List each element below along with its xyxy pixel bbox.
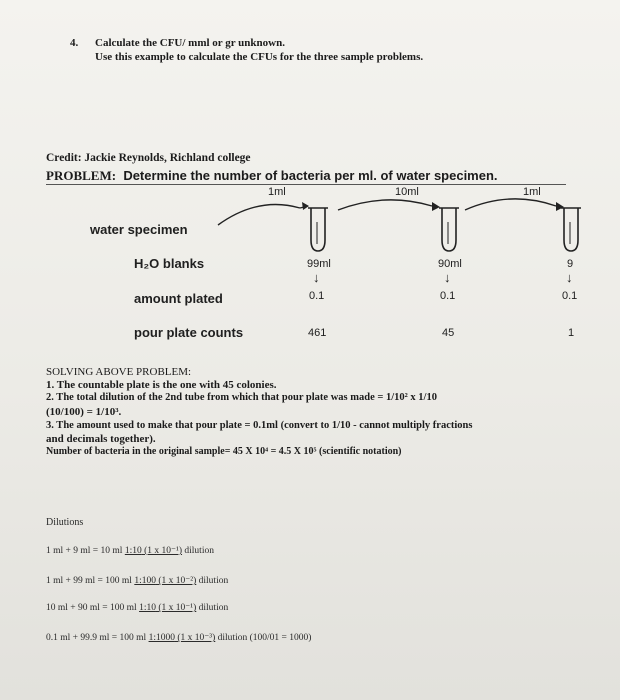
transfer-label-3: 1ml (523, 186, 541, 198)
tube-2-blank: 90ml (438, 258, 462, 270)
tube-2 (439, 208, 459, 251)
transfer-label-2: 10ml (395, 186, 419, 198)
transfer-arc-2 (338, 200, 432, 210)
dilutions-heading: Dilutions (46, 517, 84, 528)
dilution-1-suffix: dilution (182, 546, 214, 556)
row-label-specimen: water specimen (90, 222, 188, 237)
tube-1-plated: 0.1 (309, 290, 325, 302)
tube-3-arrow: ↓ (566, 270, 573, 285)
dilution-item-3 (46, 602, 228, 613)
dilution-item-1 (46, 545, 214, 556)
solving-line-3b: and decimals together). (46, 433, 156, 445)
transfer-label-1: 1ml (268, 186, 286, 198)
tube-3 (561, 208, 581, 251)
tube-2-count: 45 (442, 327, 455, 339)
tube-1 (308, 208, 328, 251)
dilution-4-suffix: dilution (100/01 = 1000) (215, 633, 312, 643)
dilution-4-formula: 0.1 ml + 99.9 ml = 100 ml (46, 633, 149, 643)
dilution-3-ratio: 1:10 (139, 603, 156, 613)
dilution-1-exponent: (1 x 10⁻¹) (141, 546, 183, 556)
tube-2-arrow: ↓ (444, 270, 451, 285)
solving-line-1: 1. The countable plate is the one with 45 colonies. (46, 379, 277, 391)
tube-3-plated: 0.1 (562, 290, 578, 302)
solving-line-2a: 2. The total dilution of the 2nd tube from which that pour plate was made = 1/10² x 1/10 (46, 392, 437, 403)
dilution-item-4 (46, 632, 311, 643)
transfer-arc-3 (465, 199, 556, 210)
solving-line-2b: (10/100) = 1/10³. (46, 406, 122, 418)
tube-2-plated: 0.1 (440, 290, 456, 302)
solving-line-3a: 3. The amount used to make that pour plate = 0.1ml (convert to 1/10 - cannot multiply fractions (46, 420, 473, 431)
tube-1-blank: 99ml (307, 258, 331, 270)
dilution-item-2 (46, 575, 228, 586)
dilution-2-formula: 1 ml + 99 ml = 100 ml (46, 576, 135, 586)
dilution-2-exponent: (1 x 10⁻²) (155, 576, 197, 586)
credit-line: Credit: Jackie Reynolds, Richland college (46, 152, 251, 164)
row-label-counts: pour plate counts (134, 325, 244, 340)
row-label-plated: amount plated (134, 291, 223, 306)
dilution-2-ratio: 1:100 (134, 576, 156, 586)
tube-1-arrow: ↓ (313, 270, 320, 285)
solving-line-4: Number of bacteria in the original sample= 45 X 10⁴ = 4.5 X 10⁵ (scientific notation) (46, 446, 402, 457)
tube-1-count: 461 (308, 327, 327, 339)
arrow-head-1-tip (302, 202, 309, 210)
dilution-3-formula: 10 ml + 90 ml = 100 ml (46, 603, 140, 613)
transfer-arc-1 (218, 204, 300, 225)
dilution-2-suffix: dilution (196, 576, 229, 586)
tube-3-blank: 9 (567, 258, 574, 270)
problem-prefix: PROBLEM: (46, 168, 117, 183)
solving-heading: SOLVING ABOVE PROBLEM: (46, 366, 192, 378)
arrow-head-2 (432, 202, 440, 211)
question-title: Calculate the CFU/ mml or gr unknown. (95, 37, 285, 49)
question-subtitle: Use this example to calculate the CFUs for the three sample problems. (95, 51, 424, 63)
dilution-4-exponent: (1 x 10⁻³) (174, 633, 216, 643)
dilution-4-ratio: 1:1000 (148, 633, 175, 643)
dilution-1-formula: 1 ml + 9 ml = 10 ml (46, 546, 125, 556)
dilution-3-suffix: dilution (196, 603, 229, 613)
tube-3-count: 1 (568, 327, 575, 339)
question-number: 4. (70, 37, 79, 49)
problem-divider (46, 184, 566, 185)
dilution-3-exponent: (1 x 10⁻¹) (155, 603, 197, 613)
arrow-head-3 (556, 202, 564, 211)
row-label-blanks: H₂O blanks (134, 256, 205, 271)
problem-text: Determine the number of bacteria per ml. of water specimen. (123, 168, 498, 183)
dilution-1-ratio: 1:10 (124, 546, 142, 556)
